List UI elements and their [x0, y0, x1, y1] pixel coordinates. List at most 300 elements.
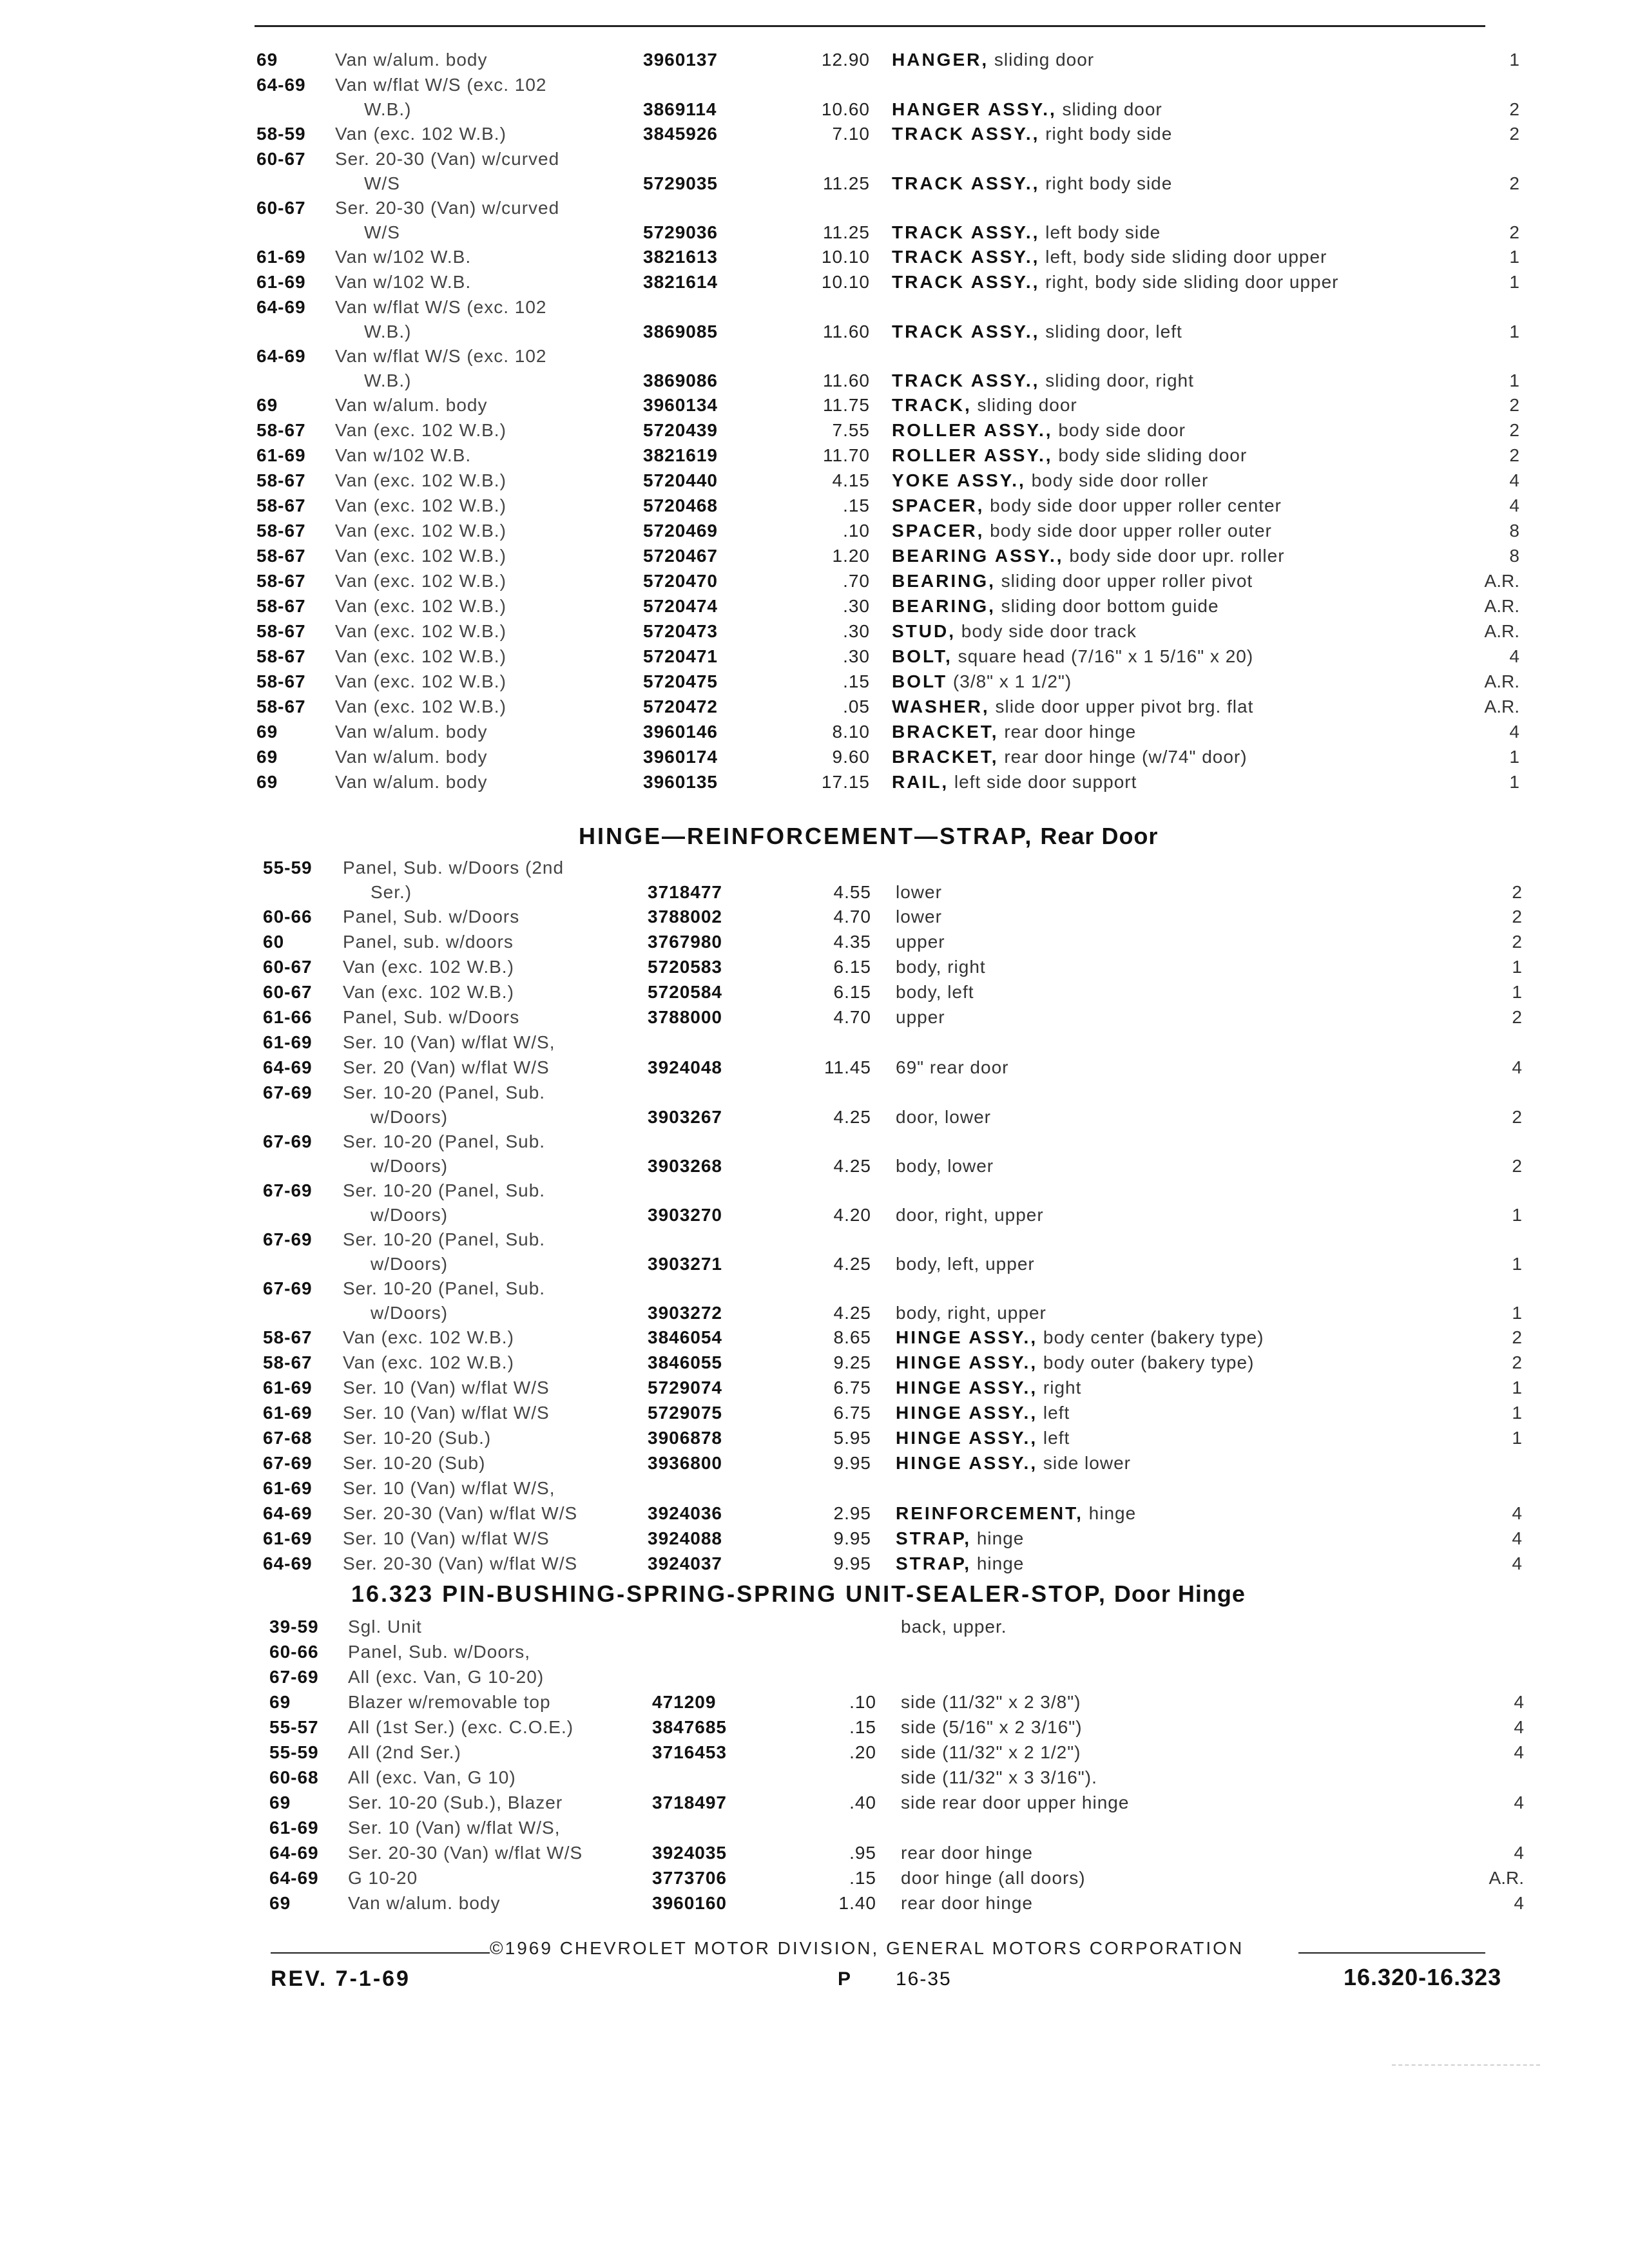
part-name: BOLT [892, 671, 948, 691]
quantity: 2 [1512, 1156, 1522, 1176]
part-detail: right [1037, 1378, 1082, 1398]
part-detail: body, left [896, 982, 974, 1002]
part-detail: body, right [896, 957, 986, 977]
model-description: Ser. 20 (Van) w/flat W/S [343, 1057, 550, 1077]
list-price: 4.25 [833, 1107, 871, 1127]
list-price: .70 [843, 571, 870, 591]
part-description [896, 1153, 994, 1178]
part-detail: body, lower [896, 1156, 994, 1176]
table-row [0, 1276, 1629, 1325]
list-price: 11.45 [824, 1057, 871, 1077]
part-name: HANGER, [892, 50, 989, 70]
list-price: .15 [849, 1717, 876, 1737]
part-description [892, 368, 1194, 393]
model-description: Panel, Sub. w/Doors (2nd [343, 858, 564, 878]
part-description [896, 1450, 1131, 1475]
model-years: 58-67 [256, 546, 306, 566]
model-description: Panel, Sub. w/Doors [343, 907, 520, 927]
part-detail: body center (bakery type) [1037, 1327, 1264, 1347]
quantity: 4 [1509, 495, 1519, 515]
model-description: Ser. 10-20 (Panel, Sub. [343, 1082, 546, 1102]
model-description: Ser. 10-20 (Panel, Sub. [343, 1278, 546, 1298]
part-name: TRACK, [892, 395, 972, 415]
part-description [892, 568, 1253, 593]
list-price: 11.60 [823, 322, 870, 341]
part-detail: upper [896, 1007, 945, 1027]
model-description-cont: w/Doors) [371, 1254, 448, 1274]
table-row [0, 418, 1629, 443]
part-detail: right, body side sliding door upper [1039, 272, 1339, 292]
heading-sub: Door Hinge [1106, 1581, 1246, 1607]
quantity: 4 [1514, 1742, 1524, 1762]
part-detail: slide door upper pivot brg. flat [989, 697, 1254, 716]
part-description [892, 418, 1186, 443]
part-number: 3960160 [652, 1893, 728, 1913]
table-row [0, 1815, 1629, 1840]
part-number: 5720470 [643, 571, 718, 591]
model-years: 58-67 [256, 420, 306, 440]
part-name: HANGER ASSY., [892, 99, 1057, 119]
part-number: 3821613 [643, 247, 718, 267]
model-years: 61-69 [256, 272, 306, 292]
scan-artifact [1392, 2064, 1540, 2066]
part-name: TRACK ASSY., [892, 272, 1040, 292]
quantity: 1 [1512, 1403, 1522, 1423]
part-detail: hinge [971, 1528, 1025, 1548]
model-years: 60-67 [263, 982, 313, 1002]
model-years: 61-69 [256, 445, 306, 465]
part-description [901, 1890, 1033, 1916]
quantity: 1 [1509, 50, 1519, 70]
part-name: TRACK ASSY., [892, 370, 1040, 390]
model-years: 58-67 [256, 671, 306, 691]
model-description: Ser. 20-30 (Van) w/flat W/S [348, 1843, 583, 1863]
part-detail: rear door hinge (w/74" door) [998, 747, 1248, 767]
part-number: 3903271 [648, 1254, 723, 1274]
quantity: 1 [1512, 1205, 1522, 1225]
list-price: 6.75 [833, 1378, 871, 1398]
part-number: 5720467 [643, 546, 718, 566]
part-detail: body side door upr. roller [1063, 546, 1285, 566]
quantity: 8 [1509, 521, 1519, 541]
table-row [0, 1030, 1629, 1055]
model-description: Van (exc. 102 W.B.) [343, 1352, 514, 1372]
model-years: 58-67 [263, 1327, 313, 1347]
model-description: Ser. 10-20 (Panel, Sub. [343, 1180, 546, 1200]
quantity: A.R. [1484, 697, 1519, 716]
part-description [896, 1425, 1070, 1450]
part-number: 3924048 [648, 1057, 723, 1077]
table-row [0, 121, 1629, 146]
model-description: Ser. 10-20 (Sub.) [343, 1428, 492, 1448]
table-row [0, 1890, 1629, 1916]
model-description: Van w/102 W.B. [335, 247, 472, 267]
model-description: Ser. 10 (Van) w/flat W/S [343, 1403, 550, 1423]
table-row [0, 855, 1629, 904]
model-description: Panel, Sub. w/Doors, [348, 1642, 531, 1662]
table-row [0, 979, 1629, 1004]
part-detail: upper [896, 932, 945, 952]
model-years: 55-59 [269, 1742, 319, 1762]
quantity: A.R. [1484, 571, 1519, 591]
part-number: 3960134 [643, 395, 718, 415]
list-price: 11.25 [823, 173, 870, 193]
quantity: 2 [1512, 907, 1522, 927]
part-description [896, 1375, 1081, 1400]
part-name: HINGE ASSY., [896, 1403, 1038, 1423]
quantity: A.R. [1484, 596, 1519, 616]
part-description [901, 1765, 1097, 1790]
part-number: 3903272 [648, 1303, 723, 1323]
model-description-cont: W.B.) [364, 99, 412, 119]
model-description: Van (exc. 102 W.B.) [335, 420, 506, 440]
table-row [0, 1375, 1629, 1400]
part-detail: sliding door upper roller pivot [995, 571, 1253, 591]
table-row [0, 269, 1629, 294]
table-row [0, 1400, 1629, 1425]
model-years: 64-69 [256, 297, 306, 317]
list-price: 4.70 [833, 1007, 871, 1027]
quantity: 2 [1512, 1327, 1522, 1347]
model-description: Ser. 10-20 (Sub) [343, 1453, 486, 1473]
model-description: Van w/alum. body [335, 772, 488, 792]
model-description: All (exc. Van, G 10) [348, 1767, 516, 1787]
part-detail: body outer (bakery type) [1037, 1352, 1255, 1372]
list-price: 8.10 [832, 722, 870, 742]
part-detail: left [1037, 1428, 1070, 1448]
table-row [0, 1740, 1629, 1765]
part-name: BEARING ASSY., [892, 546, 1064, 566]
part-description [901, 1740, 1081, 1765]
list-price: 4.25 [833, 1254, 871, 1274]
part-number: 3936800 [648, 1453, 723, 1473]
list-price: 4.20 [833, 1205, 871, 1225]
model-description: Van w/alum. body [335, 722, 488, 742]
quantity: 2 [1509, 445, 1519, 465]
part-description [892, 244, 1327, 269]
part-detail: body side door roller [1025, 470, 1209, 490]
model-description: Van (exc. 102 W.B.) [335, 697, 506, 716]
list-price: .15 [843, 495, 870, 515]
part-name: TRACK ASSY., [892, 322, 1040, 341]
part-detail: rear door hinge [901, 1843, 1033, 1863]
model-years: 69 [256, 395, 278, 415]
model-years: 69 [269, 1692, 291, 1712]
part-description [892, 543, 1285, 568]
model-description: Van w/102 W.B. [335, 272, 472, 292]
part-description [892, 744, 1248, 769]
quantity: 4 [1514, 1893, 1524, 1913]
part-number: 5720474 [643, 596, 718, 616]
part-number: 5720584 [648, 982, 723, 1002]
part-number: 3718477 [648, 882, 723, 902]
table-row [0, 1526, 1629, 1551]
part-number: 3960146 [643, 722, 718, 742]
part-detail: side (5/16" x 2 3/16") [901, 1717, 1083, 1737]
model-years: 67-69 [263, 1229, 313, 1249]
quantity: 2 [1509, 420, 1519, 440]
list-price: .05 [843, 697, 870, 716]
model-description: Van (exc. 102 W.B.) [335, 495, 506, 515]
part-detail: square head (7/16" x 1 5/16" x 20) [952, 646, 1254, 666]
part-detail: body side door upper roller center [984, 495, 1282, 515]
footer-rule-left [271, 1952, 490, 1954]
part-number: 471209 [652, 1692, 717, 1712]
part-number: 3716453 [652, 1742, 728, 1762]
quantity: 1 [1512, 1254, 1522, 1274]
list-price: .30 [843, 621, 870, 641]
model-years: 67-69 [263, 1131, 313, 1151]
part-number: 3869086 [643, 370, 718, 390]
part-description [892, 97, 1162, 122]
model-description: Sgl. Unit [348, 1617, 422, 1637]
model-description: Ser. 10 (Van) w/flat W/S [343, 1528, 550, 1548]
quantity: 1 [1512, 1378, 1522, 1398]
quantity: 4 [1514, 1792, 1524, 1812]
model-years: 67-69 [263, 1278, 313, 1298]
table-row [0, 1501, 1629, 1526]
list-price: 9.25 [833, 1352, 871, 1372]
model-years: 61-66 [263, 1007, 313, 1027]
model-description: Van w/alum. body [335, 50, 488, 70]
part-name: YOKE ASSY., [892, 470, 1026, 490]
part-name: ROLLER ASSY., [892, 445, 1053, 465]
list-price: 4.55 [833, 882, 871, 902]
model-description: Ser. 20-30 (Van) w/curved [335, 198, 560, 218]
quantity: 2 [1512, 1107, 1522, 1127]
quantity: 2 [1509, 173, 1519, 193]
table-row [0, 1475, 1629, 1501]
part-detail: 69" rear door [896, 1057, 1009, 1077]
part-description [896, 1501, 1136, 1526]
part-detail: left body side [1039, 222, 1161, 242]
part-description [901, 1715, 1083, 1740]
part-detail: lower [896, 882, 942, 902]
table-row [0, 343, 1629, 392]
quantity: 1 [1509, 772, 1519, 792]
quantity: 4 [1509, 722, 1519, 742]
part-number: 3869085 [643, 322, 718, 341]
part-detail: hinge [971, 1553, 1025, 1573]
part-number: 3924088 [648, 1528, 723, 1548]
part-description [896, 954, 986, 979]
part-name: TRACK ASSY., [892, 173, 1040, 193]
part-description [892, 220, 1161, 245]
part-description [896, 1526, 1024, 1551]
heading-sub: Rear Door [1033, 823, 1159, 849]
part-name: HINGE ASSY., [896, 1352, 1038, 1372]
part-number: 3903270 [648, 1205, 723, 1225]
model-years: 58-67 [256, 621, 306, 641]
footer-rule-right [1298, 1952, 1485, 1954]
list-price: 4.70 [833, 907, 871, 927]
model-description-cont: w/Doors) [371, 1156, 448, 1176]
part-name: WASHER, [892, 697, 990, 716]
table-row [0, 443, 1629, 468]
part-name: HINGE ASSY., [896, 1378, 1038, 1398]
table-row [0, 518, 1629, 543]
heading-main: 16.323 PIN-BUSHING-SPRING-SPRING UNIT-SEALER-STOP, [351, 1581, 1107, 1607]
list-price: 4.15 [832, 470, 870, 490]
list-price: .95 [849, 1843, 876, 1863]
part-description [896, 879, 942, 905]
part-description [892, 392, 1077, 418]
model-years: 58-59 [256, 124, 306, 144]
list-price: 8.65 [833, 1327, 871, 1347]
model-years: 58-67 [256, 697, 306, 716]
model-description: Ser. 10 (Van) w/flat W/S, [348, 1818, 561, 1838]
list-price: 4.25 [833, 1303, 871, 1323]
part-description [896, 1300, 1046, 1325]
quantity: 4 [1512, 1057, 1522, 1077]
part-detail: sliding door, left [1039, 322, 1182, 341]
list-price: .30 [843, 596, 870, 616]
table-row [0, 744, 1629, 769]
part-detail: sliding door, right [1039, 370, 1194, 390]
model-description: Blazer w/removable top [348, 1692, 551, 1712]
model-description-cont: w/Doors) [371, 1303, 448, 1323]
part-number: 3767980 [648, 932, 723, 952]
quantity: 1 [1509, 272, 1519, 292]
quantity: 4 [1509, 646, 1519, 666]
quantity: 4 [1512, 1503, 1522, 1523]
part-detail: body side door [1052, 420, 1186, 440]
list-price: .30 [843, 646, 870, 666]
top-rule [255, 25, 1485, 27]
part-detail: left side door support [949, 772, 1137, 792]
model-years: 61-69 [263, 1032, 313, 1052]
part-description [901, 1614, 1007, 1639]
list-price: 7.10 [832, 124, 870, 144]
quantity: 4 [1512, 1528, 1522, 1548]
model-years: 39-59 [269, 1617, 319, 1637]
part-detail: side lower [1037, 1453, 1131, 1473]
part-name: STRAP, [896, 1528, 972, 1548]
table-row [0, 1765, 1629, 1790]
part-description [896, 1055, 1008, 1080]
model-years: 61-69 [263, 1528, 313, 1548]
model-description: Ser. 10 (Van) w/flat W/S, [343, 1478, 555, 1498]
part-name: TRACK ASSY., [892, 124, 1040, 144]
part-detail: door, lower [896, 1107, 991, 1127]
model-description: Van (exc. 102 W.B.) [343, 982, 514, 1002]
model-years: 60-67 [263, 957, 313, 977]
heading-main: HINGE—REINFORCEMENT—STRAP, [579, 823, 1034, 849]
model-description-cont: W/S [364, 173, 400, 193]
model-years: 58-67 [256, 521, 306, 541]
list-price: 17.15 [821, 772, 870, 792]
model-description: Ser. 10 (Van) w/flat W/S, [343, 1032, 555, 1052]
quantity: A.R. [1484, 671, 1519, 691]
model-description: Van (exc. 102 W.B.) [335, 571, 506, 591]
table-row [0, 294, 1629, 343]
list-price: 1.40 [838, 1893, 876, 1913]
part-number: 3847685 [652, 1717, 728, 1737]
model-years: 67-68 [263, 1428, 313, 1448]
part-description [896, 1350, 1254, 1375]
table-row [0, 1178, 1629, 1227]
model-years: 64-69 [269, 1843, 319, 1863]
part-number: 3773706 [652, 1868, 728, 1888]
model-years: 55-59 [263, 858, 313, 878]
table-row [0, 543, 1629, 568]
part-description [892, 769, 1137, 794]
part-description [892, 47, 1094, 72]
model-years: 69 [256, 722, 278, 742]
part-name: BRACKET, [892, 747, 999, 767]
model-description: Ser. 20-30 (Van) w/flat W/S [343, 1553, 578, 1573]
quantity: A.R. [1489, 1868, 1524, 1888]
table-row [0, 1055, 1629, 1080]
quantity: 1 [1509, 247, 1519, 267]
part-number: 3924037 [648, 1553, 723, 1573]
table-row [0, 146, 1629, 195]
list-price: 10.10 [821, 247, 870, 267]
part-description [892, 593, 1219, 619]
part-description [892, 319, 1182, 344]
quantity: 4 [1514, 1843, 1524, 1863]
model-description-cont: w/Doors) [371, 1205, 448, 1225]
model-years: 61-69 [256, 247, 306, 267]
list-price: .15 [843, 671, 870, 691]
part-number: 3788002 [648, 907, 723, 927]
quantity: 2 [1509, 395, 1519, 415]
list-price: 6.15 [833, 957, 871, 977]
part-name: RAIL, [892, 772, 949, 792]
part-number: 3821619 [643, 445, 718, 465]
part-detail: left [1037, 1403, 1070, 1423]
model-description: Van (exc. 102 W.B.) [335, 521, 506, 541]
quantity: A.R. [1484, 621, 1519, 641]
model-years: 61-69 [263, 1403, 313, 1423]
part-description [896, 929, 945, 954]
quantity: 2 [1512, 932, 1522, 952]
model-years: 58-67 [256, 495, 306, 515]
list-price: 10.10 [821, 272, 870, 292]
table-row [0, 195, 1629, 244]
part-description [892, 269, 1338, 294]
table-row [0, 1865, 1629, 1890]
part-name: TRACK ASSY., [892, 247, 1040, 267]
part-number: 3903267 [648, 1107, 723, 1127]
list-price: 9.95 [833, 1553, 871, 1573]
part-description [901, 1865, 1086, 1890]
quantity: 4 [1509, 470, 1519, 490]
model-years: 58-67 [263, 1352, 313, 1372]
part-description [896, 1202, 1044, 1227]
list-price: 6.15 [833, 982, 871, 1002]
quantity: 4 [1514, 1717, 1524, 1737]
model-description: Ser. 10 (Van) w/flat W/S [343, 1378, 550, 1398]
table-row [0, 1350, 1629, 1375]
model-description: All (2nd Ser.) [348, 1742, 461, 1762]
model-description: All (1st Ser.) (exc. C.O.E.) [348, 1717, 574, 1737]
part-number: 5729035 [643, 173, 718, 193]
model-description: Van (exc. 102 W.B.) [335, 646, 506, 666]
table-row [0, 1551, 1629, 1576]
part-name: REINFORCEMENT, [896, 1503, 1083, 1523]
model-years: 60-67 [256, 149, 306, 169]
model-years: 69 [256, 747, 278, 767]
model-description: G 10-20 [348, 1868, 418, 1888]
part-number: 5720440 [643, 470, 718, 490]
table-row [0, 1425, 1629, 1450]
model-years: 64-69 [263, 1553, 313, 1573]
list-price: .40 [849, 1792, 876, 1812]
part-number: 5720472 [643, 697, 718, 716]
part-description [896, 1325, 1264, 1350]
part-detail: back, upper. [901, 1617, 1007, 1637]
